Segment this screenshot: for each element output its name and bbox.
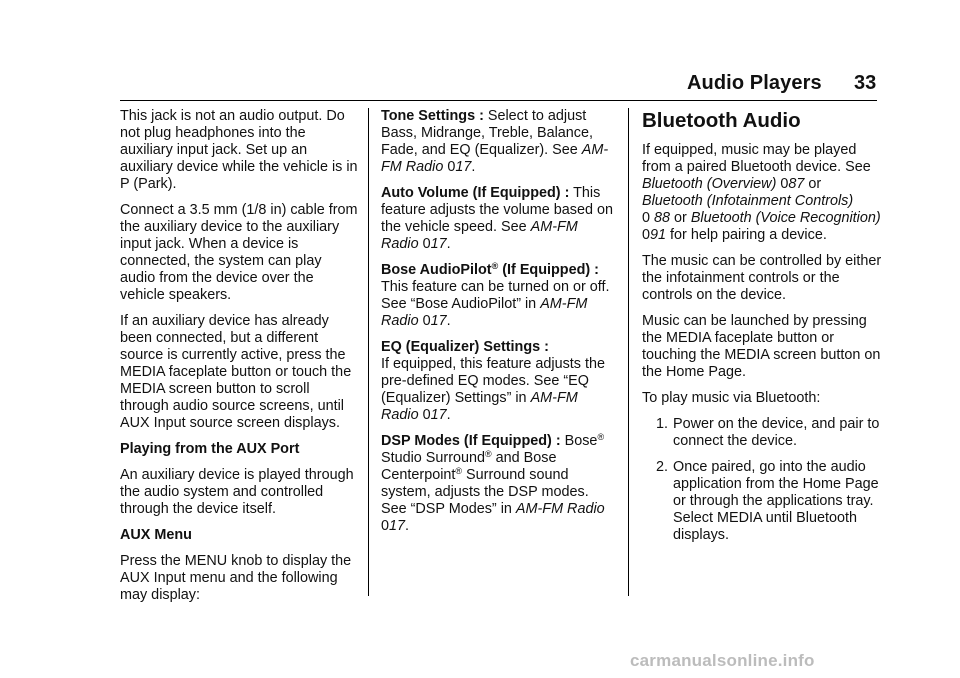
- list-item: [642, 416, 882, 450]
- paragraph: An auxiliary device is played through the audio system and controlled through the device itself.: [120, 467, 354, 517]
- entry-label: [381, 262, 599, 278]
- entry-label-part: (If Equipped) :: [498, 262, 599, 278]
- menu-entry-eq-settings: [381, 339, 616, 424]
- paragraph: Connect a 3.5 mm (1/8 in) cable from the auxiliary device to the auxiliary input jack. When a device is connected, the system can play audio from the device over the vehicle speakers.: [120, 202, 358, 303]
- entry-label: Auto Volume (If Equipped) :: [381, 185, 570, 201]
- cross-reference[interactable]: AM-FM Radio: [381, 142, 609, 175]
- page-ref-number: 91: [650, 227, 667, 243]
- page-ref-number: 17: [430, 407, 447, 423]
- entry-label-part: Bose AudioPilot: [381, 262, 492, 278]
- column-divider-1: [368, 108, 369, 596]
- entry-end: .: [446, 313, 451, 329]
- page-ref-symbol: 0: [422, 236, 431, 252]
- entry-end: .: [446, 407, 451, 423]
- list-item: [642, 459, 882, 544]
- page-ref-number: 17: [455, 159, 472, 175]
- section-heading-aux-menu: AUX Menu: [120, 527, 192, 543]
- page-header-title: Audio Players: [687, 72, 822, 94]
- entry-text: Select to adjust Bass, Midrange, Treble, Balance, Fade, and EQ (Equalizer). See: [381, 108, 593, 158]
- cross-reference[interactable]: AM-FM Radio: [515, 501, 605, 517]
- page-ref-symbol: 0: [422, 313, 431, 329]
- column-2: [381, 108, 616, 544]
- step-text: Power on the device, and pair to connect the device.: [673, 416, 880, 449]
- entry-text: If equipped, this feature adjusts the pre-defined EQ modes. See “EQ (Equalizer) Settings” in: [381, 356, 606, 406]
- page-ref-symbol: 0: [642, 210, 651, 226]
- page-ref-symbol: 0: [447, 159, 456, 175]
- menu-entry-tone-settings: [381, 108, 616, 176]
- entry-text: This feature can be turned on or off. See “Bose AudioPilot” in: [381, 279, 610, 312]
- menu-entry-dsp-modes: [381, 433, 616, 535]
- page-ref-number: 87: [788, 176, 805, 192]
- paragraph: [642, 142, 882, 244]
- entry-text: Studio Surround: [381, 450, 486, 466]
- step-number: 2.: [656, 459, 669, 475]
- entry-label: Tone Settings :: [381, 108, 484, 124]
- paragraph-text: If equipped, music may be played from a paired Bluetooth device. See: [642, 142, 871, 175]
- page-number: 33: [854, 72, 877, 94]
- entry-text: and Bose Centerpoint: [381, 450, 557, 483]
- cross-reference[interactable]: AM-FM Radio: [381, 219, 578, 252]
- registered-mark: ®: [455, 466, 463, 476]
- header-rule: [120, 100, 877, 101]
- paragraph-text: or: [670, 210, 691, 226]
- column-3: [642, 108, 882, 553]
- page-ref-number: 17: [430, 236, 447, 252]
- page-ref-number: 17: [389, 518, 406, 534]
- column-1: [120, 108, 358, 613]
- paragraph: Press the MENU knob to display the AUX Input menu and the following may display:: [120, 553, 352, 603]
- page-ref-symbol: 0: [381, 518, 390, 534]
- paragraph-text: for help pairing a device.: [666, 227, 827, 243]
- entry-text: Bose: [560, 433, 598, 449]
- menu-entry-bose-audiopilot: [381, 262, 616, 330]
- cross-reference[interactable]: AM-FM Radio: [381, 296, 588, 329]
- entry-end: .: [446, 236, 451, 252]
- page-ref-symbol: 0: [642, 227, 651, 243]
- cross-reference[interactable]: AM-FM Radio: [381, 390, 578, 423]
- page-ref-symbol: 0: [780, 176, 789, 192]
- paragraph-text: or: [804, 176, 822, 192]
- entry-end: .: [405, 518, 410, 534]
- step-number: 1.: [656, 416, 669, 432]
- registered-mark: ®: [597, 432, 605, 442]
- paragraph: If an auxiliary device has already been connected, but a different source is currently active, press the MEDIA faceplate button or touch the MEDIA screen button to scroll through audio source screens, until AUX Input source screen displays.: [120, 313, 352, 431]
- cross-reference[interactable]: Bluetooth (Infotainment Controls): [642, 193, 854, 209]
- watermark: carmanualsonline.info: [630, 651, 815, 670]
- section-heading-bluetooth-audio: Bluetooth Audio: [642, 109, 801, 132]
- page-ref-number: 88: [654, 210, 671, 226]
- paragraph: The music can be controlled by either the infotainment controls or the controls on the device.: [642, 253, 882, 303]
- menu-entry-auto-volume: [381, 185, 616, 253]
- registered-mark: ®: [491, 261, 499, 271]
- paragraph: This jack is not an audio output. Do not plug headphones into the auxiliary input jack. Set up an auxiliary device while the vehicle is in P (Park).: [120, 108, 358, 192]
- step-text: Once paired, go into the audio application from the Home Page or through the applications tray. Select MEDIA until Bluetooth displays.: [673, 459, 879, 543]
- registered-mark: ®: [485, 449, 492, 459]
- page-ref-symbol: 0: [422, 407, 431, 423]
- steps-list: [642, 416, 882, 544]
- cross-reference[interactable]: Bluetooth (Voice Recognition): [690, 210, 881, 226]
- entry-label: DSP Modes (If Equipped) :: [381, 433, 561, 449]
- entry-text: Surround sound system, adjusts the DSP modes. See “DSP Modes” in: [381, 467, 589, 517]
- page-ref-number: 17: [430, 313, 447, 329]
- section-heading-aux-port: Playing from the AUX Port: [120, 441, 300, 457]
- entry-text: This feature adjusts the volume based on the vehicle speed. See: [381, 185, 613, 235]
- entry-end: .: [471, 159, 476, 175]
- entry-label: EQ (Equalizer) Settings :: [381, 339, 549, 355]
- paragraph: Music can be launched by pressing the MEDIA faceplate button or touching the MEDIA screen button on the Home Page.: [642, 313, 881, 380]
- column-divider-2: [628, 108, 629, 596]
- cross-reference[interactable]: Bluetooth (Overview): [642, 176, 777, 192]
- paragraph: To play music via Bluetooth:: [642, 390, 821, 406]
